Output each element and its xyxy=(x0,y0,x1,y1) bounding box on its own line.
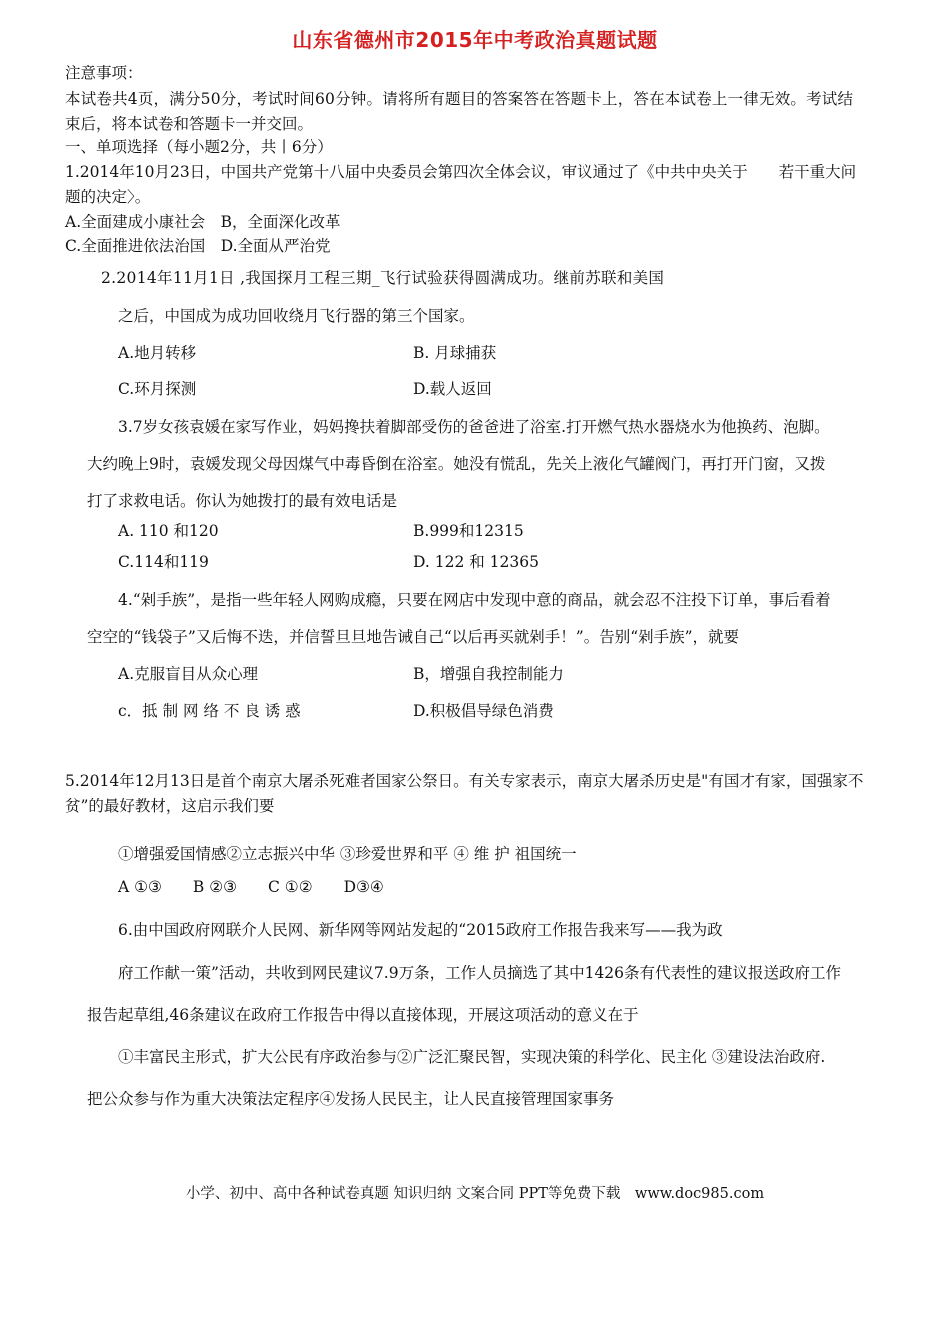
notice-text-line2: 束后，将本试卷和答题卡一并交回。 xyxy=(65,115,314,133)
q3-stem-line2: 大约晚上9时，袁媛发现父母因煤气中毒昏倒在浴室。她没有慌乱，先关上液化气罐阀门，再打开门窗，又拨 xyxy=(87,455,826,473)
q2-stem-line2: 之后，中国成为成功回收绕月飞行器的第三个国家。 xyxy=(118,307,475,325)
q5-options: A ①③ B ②③ C ①② D③④ xyxy=(118,878,384,896)
q6-stem-line1: 6.由中国政府网联介人民网、新华网等网站发起的“2015政府工作报告我来写——我为政 xyxy=(118,921,723,939)
notice-text-line1: 本试卷共4页，满分50分，考试时间60分钟。请将所有题目的答案答在答题卡上，答在本试卷上一律无效。考试结 xyxy=(65,90,854,108)
q5-stem-line2: 贫”的最好教材，这启示我们要 xyxy=(65,797,275,815)
footer-text: 小学、初中、高中各种试卷真题 知识归纳 文案合同 PPT等免费下载 www.doc985.com xyxy=(185,1186,765,1202)
q1-options-line2: C.全面推进依法治国 D.全面从严治党 xyxy=(65,237,331,255)
q4-stem-line1: 4.“剁手族”，是指一些年轻人网购成瘾，只要在网店中发现中意的商品，就会忍不注投下订单，事后看着 xyxy=(118,591,831,609)
q3-option-c: C.114和119 xyxy=(118,553,209,571)
q3-option-b: B.999和12315 xyxy=(413,522,524,540)
q3-stem-line3: 打了求救电话。你认为她拨打的最有效电话是 xyxy=(87,492,398,510)
notice-heading: 注意事项： xyxy=(65,64,143,82)
q5-choices: ①增强爱国情感②立志振兴中华 ③珍爱世界和平 ④ 维 护 祖国统一 xyxy=(118,845,577,863)
q6-stem-line3: 报告起草组,46条建议在政府工作报告中得以直接体现，开展这项活动的意义在于 xyxy=(87,1006,639,1024)
q3-stem-line1: 3.7岁女孩袁媛在家写作业，妈妈搀扶着脚部受伤的爸爸进了浴室.打开燃气热水器烧水为他换药、泡脚。 xyxy=(118,418,830,436)
q1-stem-line2: 题的决定〉。 xyxy=(65,188,151,206)
q2-stem-line1: 2.2014年11月1日 ,我国探月工程三期_飞行试验获得圆满成功。继前苏联和美国 xyxy=(101,269,665,287)
q5-stem-line1: 5.2014年12月13日是首个南京大屠杀死难者国家公祭日。有关专家表示，南京大屠杀历史是"有国才有家，国强家不 xyxy=(65,772,864,790)
q4-stem-line2: 空空的“钱袋子”又后悔不迭，并信誓旦旦地告诫自己“以后再买就剁手！”。告别“剁手族”，就要 xyxy=(87,628,740,646)
q6-choices-line1: ①丰富民主形式，扩大公民有序政治参与②广泛汇聚民智，实现决策的科学化、民主化 ③建设法治政府. xyxy=(118,1048,826,1066)
q2-option-c: C.环月探测 xyxy=(118,380,197,398)
q4-option-a: A.克服盲目从众心理 xyxy=(118,665,259,683)
q6-choices-line2: 把公众参与作为重大决策法定程序④发扬人民民主，让人民直接管理国家事务 xyxy=(87,1090,615,1108)
q4-option-d: D.积极倡导绿色消费 xyxy=(413,702,554,720)
q2-option-b: B. 月球捕获 xyxy=(413,344,497,362)
q4-option-b: B，增强自我控制能力 xyxy=(413,665,564,683)
q1-stem-line1: 1.2014年10月23日，中国共产党第十八届中央委员会第四次全体会议，审议通过了《中共中央关于 若干重大问 xyxy=(65,163,857,181)
q2-option-a: A.地月转移 xyxy=(118,344,197,362)
section1-heading: 一、单项选择（每小题2分，共丨6分） xyxy=(65,138,333,156)
q1-options-line1: A.全面建成小康社会 B，全面深化改革 xyxy=(65,213,341,231)
q4-option-c: c．抵 制 网 络 不 良 诱 惑 xyxy=(118,702,301,720)
page-title: 山东省德州市2015年中考政治真题试题 xyxy=(292,28,658,52)
q3-option-d: D. 122 和 12365 xyxy=(413,553,539,571)
q2-option-d: D.载人返回 xyxy=(413,380,492,398)
q3-option-a: A. 110 和120 xyxy=(118,522,219,540)
q6-stem-line2: 府工作献一策”活动，共收到网民建议7.9万条，工作人员摘选了其中1426条有代表性的建议报送政府工作 xyxy=(118,964,842,982)
